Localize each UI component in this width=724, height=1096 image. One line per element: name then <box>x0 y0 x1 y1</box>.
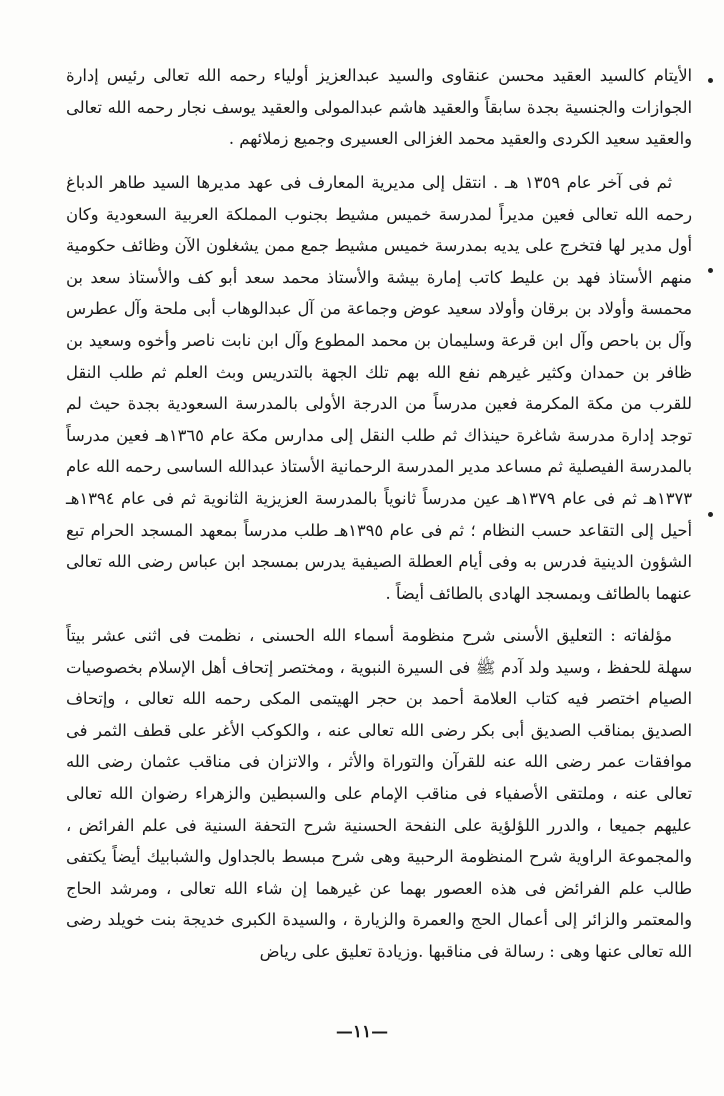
paragraph-text: الأيتام كالسيد العقيد محسن عنقاوى والسيد عبدالعزيز أولياء رحمه الله تعالى رئيس إدارة الجوازات والجنسية بجدة سابقاً والعقيد هاشم عبدالمولى والعقيد يوسف نجار رحمه الله تعالى والعقيد سعيد الكردى والعقيد محمد الغزالى العسيرى وجميع زملائهم . <box>66 66 692 149</box>
margin-dot <box>708 268 713 273</box>
margin-dot <box>708 512 713 517</box>
paragraph-text: ثم فى آخر عام ١٣٥٩ هـ . انتقل إلى مديرية المعارف فى عهد مديرها السيد طاهر الدباغ رحمه الله تعالى فعين مديراً لمدرسة خميس مشيط بجنوب المملكة العربية السعودية وكان أول مدير لها فتخرج على يديه بمدرسة خميس مشيط جمع ممن يشغلون الآن وظائف حكومية منهم الأستاذ فهد بن عليط كاتب إمارة بيشة والأستاذ محمد سعد أبو كف والأستاذ سعد بن محمسة وأولاد بن برقان وأولاد سعيد عوض وجماعة من آل عبدالوهاب أبى ملحة وآل عطرس وآل بن باحص وآل ابن قرعة وسليمان بن محمد المطوع وآل ابن نابت ناصر وأخوه وسعيد بن ظافر بن حمدان وكثير غيرهم نفع الله بهم تلك الجهة بالتدريس وبث العلم ثم طلب النقل للقرب من مكة المكرمة فعين مدرساً من الدرجة الأولى بالمدرسة السعودية بجدة حيث لم توجد إدارة مدرسة شاغرة حينذاك ثم طلب النقل إلى مدارس مكة عام ١٣٦٥هـ فعين مدرساً بالمدرسة الفيصلية ثم مساعد مدير المدرسة الرحمانية الأستاذ عبدالله الساسى رحمه الله عام ١٣٧٣هـ ثم فى عام ١٣٧٩هـ عين مدرساً ثانوياً بالمدرسة العزيزية الثانوية ثم فى عام ١٣٩٤هـ أحيل إلى التقاعد حسب النظام ؛ ثم فى عام ١٣٩٥هـ طلب مدرساً بمعهد المسجد الحرام تبع الشؤون الدينية فدرس به وفى أيام العطلة الصيفية يدرس بمسجد ابن عباس رضى الله تعالى عنهما بالطائف وبمسجد الهادى بالطائف أيضاً . <box>66 173 692 603</box>
page-number: —١١— <box>335 1022 389 1042</box>
paragraph-continuation <box>66 60 692 155</box>
margin-dot <box>708 78 713 83</box>
paragraph-career <box>66 167 692 609</box>
paragraph-text: مؤلفاته : التعليق الأسنى شرح منظومة أسماء الله الحسنى ، نظمت فى اثنى عشر بيتاً سهلة للحفظ ، وسيد ولد آدم ﷺ فى السيرة النبوية ، ومختصر إتحاف أهل الإسلام بخصوصيات الصيام اختصر فيه كتاب العلامة أحمد بن حجر الهيتمى المكى رحمه الله تعالى ، وإتحاف الصديق بمناقب الصديق أبى بكر رضى الله تعالى عنه ، والكوكب الأغر على قطف الثمر فى موافقات عمر رضى الله عنه للقرآن والتوراة والأثر ، والاتزان فى مناقب عثمان رضى الله تعالى عنه ، وملتقى الأصفياء فى مناقب الإمام على والسبطين والزهراء رضوان الله تعالى عليهم جميعا ، والدرر اللؤلؤية على النفحة الحسنية شرح التحفة السنية فى علم الفرائض ، والمجموعة الراوية شرح المنظومة الرحبية وهى شرح مبسط بالجداول والشبابيك أيضاً يكتفى طالب علم الفرائض فى هذه العصور بهما عن غيرهما إن شاء الله تعالى ، ومرشد الحاج والمعتمر والزائر إلى أعمال الحج والعمرة والزيارة ، والسيدة الكبرى خديجة بنت خويلد رضى الله تعالى عنها وهى : رسالة فى مناقبها .وزيادة تعليق على رياض <box>66 626 692 961</box>
paragraph-works <box>66 620 692 968</box>
